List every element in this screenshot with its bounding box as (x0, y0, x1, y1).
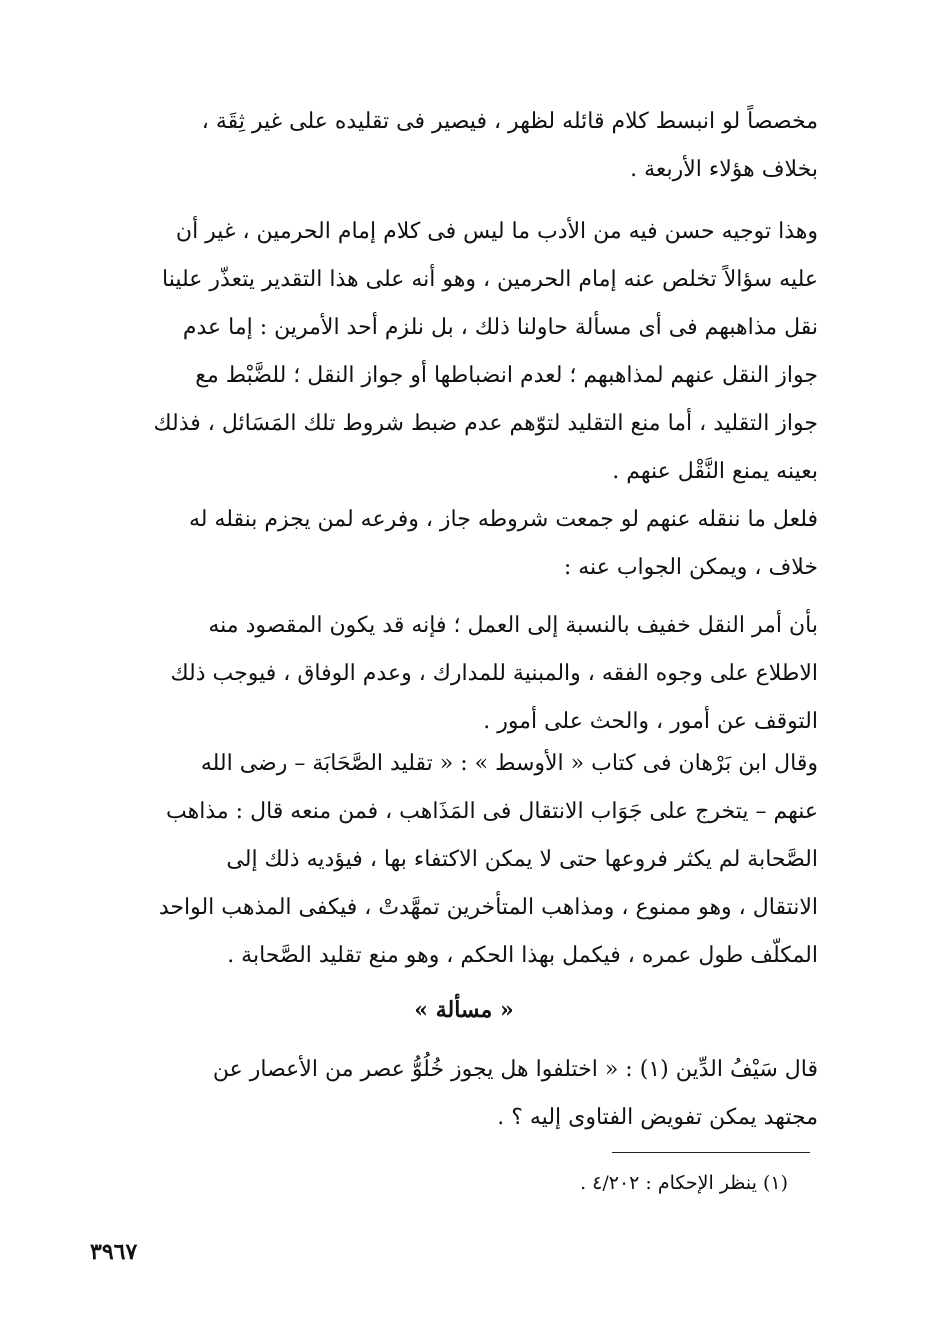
text-line: مخصصاً لو انبسط كلام قائله لظهر ، فيصير فى تقليده على غير ثِقَة ، (201, 109, 818, 134)
footnote-divider (612, 1152, 810, 1153)
text-line: عنهم – يتخرج على جَوَاب الانتقال فى المَذَاهب ، فمن منعه قال : مذاهب (166, 799, 818, 824)
text-line: وهذا توجيه حسن فيه من الأدب ما ليس فى كلام إمام الحرمين ، غير أن (175, 219, 818, 244)
text-line: بعينه يمنع النَّقْل عنهم . (612, 459, 818, 484)
paragraph-6 (88, 1046, 818, 1142)
text-line: الانتقال ، وهو ممنوع ، ومذاهب المتأخرين تمهَّدتْ ، فيكفى المذهب الواحد (158, 895, 818, 920)
paragraph-1 (88, 98, 818, 194)
text-line: مجتهد يمكن تفويض الفتاوى إليه ؟ . (497, 1105, 818, 1130)
text-line: الصَّحابة لم يكثر فروعها حتى لا يمكن الاكتفاء بها ، فيؤديه ذلك إلى (226, 847, 818, 872)
paragraph-2 (88, 208, 818, 496)
paragraph-3 (88, 496, 818, 592)
text-line: خلاف ، ويمكن الجواب عنه : (563, 555, 818, 580)
text-line: وقال ابن بَرْهان فى كتاب « الأوسط » : « تقليد الصَّحَابَة – رضى الله (200, 751, 818, 776)
text-line: المكلّف طول عمره ، فيكمل بهذا الحكم ، وهو منع تقليد الصَّحابة . (227, 943, 818, 968)
paragraph-5 (88, 740, 818, 980)
text-line: فلعل ما ننقله عنهم لو جمعت شروطه جاز ، وفرعه لمن يجزم بنقله له (188, 507, 818, 532)
footnote: (١) ينظر الإحكام : ٤/٢٠٢ . (580, 1172, 788, 1194)
text-line: بأن أمر النقل خفيف بالنسبة إلى العمل ؛ فإنه قد يكون المقصود منه (208, 613, 818, 638)
text-line: جواز النقل عنهم لمذاهبهم ؛ لعدم انضباطها أو جواز النقل ؛ للضَّبْط مع (195, 363, 818, 388)
text-line: عليه سؤالاً تخلص عنه إمام الحرمين ، وهو أنه على هذا التقدير يتعذّر علينا (162, 267, 818, 292)
text-line: جواز التقليد ، أما منع التقليد لتوّهم عدم ضبط شروط تلك المَسَائل ، فذلك (153, 411, 818, 436)
text-line: التوقف عن أمور ، والحث على أمور . (483, 709, 818, 734)
page-number: ٣٩٦٧ (90, 1239, 138, 1265)
text-line: بخلاف هؤلاء الأربعة . (630, 157, 818, 182)
text-line: نقل مذاهبهم فى أى مسألة حاولنا ذلك ، بل نلزم أحد الأمرين : إما عدم (182, 315, 818, 340)
section-heading: « مسألة » (414, 997, 514, 1023)
text-line: الاطلاع على وجوه الفقه ، والمبنية للمدارك ، وعدم الوفاق ، فيوجب ذلك (170, 661, 818, 686)
paragraph-4 (88, 602, 818, 746)
text-line: قال سَيْفُ الدِّين (١) : « اختلفوا هل يجوز خُلُوُّ عصر من الأعصار عن (212, 1057, 818, 1082)
